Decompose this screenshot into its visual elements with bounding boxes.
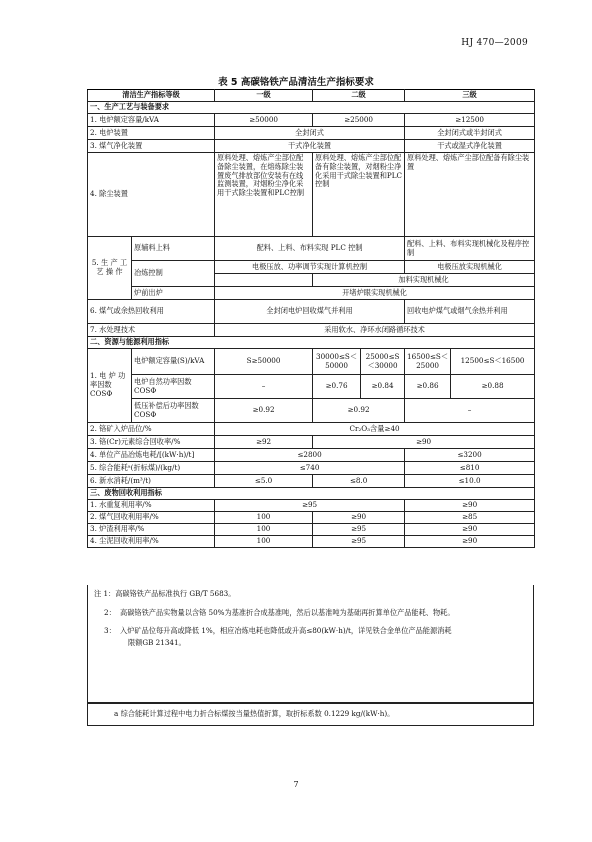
header-indicator: 清洁生产指标等级 [88,90,215,102]
sub-label: 冶炼控制 [132,261,215,287]
table-row [88,127,535,140]
table-row [88,375,535,399]
row-label: 1. 电 炉 功率因数COSΦ [88,349,132,423]
table-row [88,114,535,127]
row-label: 6. 新水消耗/(m³/t) [88,475,215,488]
cell-level123: 采用软水、净环水闭路循环技术 [215,324,535,337]
sub-label: 原辅料上料 [132,237,215,261]
section-row [88,337,535,349]
cell-level1: 100 [215,536,313,548]
table-title: 表 5 高碳铬铁产品清洁生产指标要求 [218,77,374,88]
cell-level3: ≥90 [405,524,535,536]
table-row [88,349,535,375]
table-row [88,287,535,300]
table-row [88,536,535,548]
table-row [88,237,535,261]
cell-level3: 干式或湿式净化装置 [405,140,535,153]
row-label: 6. 煤气或余热回收利用 [88,300,215,324]
table-row [88,140,535,153]
cell-level1: ≤5.0 [215,475,313,488]
cell-level2b: ≥0.84 [361,375,405,399]
note-3-continued: 限额GB 21341。 [128,638,186,648]
row-label: 3. 铬(Cr)元素综合回收率/% [88,436,215,449]
cell-level2: 原料处理、熔炼产尘部位配备有除尘装置，对烟粉尘净化采用干式除尘装置和PLC控制 [313,153,405,237]
section-row [88,488,535,500]
cell-level1: ≥50000 [215,114,313,127]
table-row [88,449,535,462]
note-2-number: 2： [104,607,116,617]
indicator-table [87,89,535,548]
cell-level3a: ≥0.86 [405,375,451,399]
cell-level3: ≤3200 [405,449,535,462]
table-row [88,153,535,237]
table-row [88,512,535,524]
row-label: 1. 水重复利用率/% [88,500,215,512]
cell-level3: ≥85 [405,512,535,524]
table-row [88,462,535,475]
sub-label: 低压补偿后功率因数COSΦ [132,399,215,423]
cell-level2: ≥95 [313,524,405,536]
row-label: 3. 煤气净化装置 [88,140,215,153]
table-row [88,436,535,449]
row-label: 4. 尘泥回收利用率/% [88,536,215,548]
cell-level2b: 25000≤S＜30000 [361,349,405,375]
row-label: 3. 炉渣利用率/% [88,524,215,536]
section-title-2: 二、资源与能源利用指标 [88,337,535,349]
note-1: 注 1：高碳铬铁产品标准执行 GB/T 5683。 [94,589,236,598]
cell-level1: ≥0.92 [215,399,313,423]
row-label: 4. 除尘装置 [88,153,215,237]
table-row [88,475,535,488]
cell-level12: 电极压放、功率调节实现计算机控制 [215,261,405,274]
row-label: 2. 铬矿入炉品位/% [88,423,215,436]
header-row [88,90,535,102]
note-2 [94,608,527,618]
note-3-text: 入炉矿品位每升高或降低 1%，相应冶炼电耗也降低或升高≤80(kW·h)/t，详见铁合金单位产品能源消耗 [120,626,452,636]
sub-label: 电炉自然功率因数COSΦ [132,375,215,399]
table-row [88,324,535,337]
footnote: a 综合能耗计算过程中电力折合标煤按当量热值折算，取折标系数 0.1229 kg/(kW·h)。 [87,703,534,726]
cell-level123: Cr₂O₃含量≥40 [215,423,535,436]
sub-label: 炉前出炉 [132,287,215,300]
cell-level3: ≤810 [405,462,535,475]
cell-level1: 100 [215,524,313,536]
section-title-3: 三、废物回收利用指标 [88,488,535,500]
header-level1: 一级 [215,90,313,102]
header-level3: 三级 [405,90,535,102]
table-row [88,423,535,436]
cell-level2a: 30000≤S＜50000 [313,349,361,375]
row-label: 2. 电炉装置 [88,127,215,140]
cell-level3b: ≥0.88 [451,375,535,399]
note-2-text: 高碳铬铁产品实物量以含铬 50%为基准折合成基准吨，然后以基准吨为基础再折算单位产品能耗、物耗。 [120,607,455,617]
note-3-number: 3： [104,626,116,636]
cell-level1: S≥50000 [215,349,313,375]
cell-level2: ≥0.92 [313,399,405,423]
note-3 [94,626,527,636]
cell-level12: ≤740 [215,462,405,475]
table-row [88,399,535,423]
cell-level23: 加料实现机械化 [313,274,535,287]
cell-level3: 电极压放实现机械化 [405,261,535,274]
cell-level3: 回收电炉煤气或烟气余热并利用 [405,300,535,324]
cell-level3: 原料处理、熔炼产尘部位配备有除尘装置 [405,153,535,237]
section-row [88,102,535,114]
cell-empty [215,274,313,287]
row-label: 7. 水处理技术 [88,324,215,337]
cell-level3b: 12500≤S＜16500 [451,349,535,375]
sub-label: 电炉额定容量(S)/kVA [132,349,215,375]
cell-level2: ≥90 [313,512,405,524]
row-label: 5. 生 产 工 艺 操 作 [88,237,132,300]
cell-level12: 干式净化装置 [215,140,405,153]
cell-level12: ≥95 [215,500,405,512]
cell-level1: 100 [215,512,313,524]
cell-level2: ≥95 [313,536,405,548]
cell-level12: 配料、上料、布料实现 PLC 控制 [215,237,405,261]
table-row [88,300,535,324]
page-number: 7 [293,780,299,789]
cell-level2: ≤8.0 [313,475,405,488]
cell-level3a: 16500≤S＜25000 [405,349,451,375]
cell-level1: 原料处理、熔炼产尘部位配备除尘装置，在熔炼除尘装置废气排放部位安装有在线监测装置，对烟粉尘净化采用干式除尘装置和PLC控制 [215,153,313,237]
row-label: 1. 电炉额定容量/kVA [88,114,215,127]
cell-level3: 配料、上料、布料实现机械化及程序控制 [405,237,535,261]
row-label: 2. 煤气回收利用率/% [88,512,215,524]
cell-level3: ≥12500 [405,114,535,127]
cell-level3: ≥90 [405,536,535,548]
table-row [88,261,535,274]
cell-level1: ≥92 [215,436,313,449]
section-title-1: 一、生产工艺与装备要求 [88,102,535,114]
table-row [88,500,535,512]
cell-level23: ≥90 [313,436,535,449]
cell-level12: ≤2800 [215,449,405,462]
cell-level12: 全封闭式 [215,127,405,140]
cell-level3: 全封闭式或半封闭式 [405,127,535,140]
header-level2: 二级 [313,90,405,102]
cell-level123: 开堵炉眼实现机械化 [215,287,535,300]
row-label: 4. 单位产品冶炼电耗/[(kW·h)/t] [88,449,215,462]
row-label: 5. 综合能耗ᵃ(折标煤)/(kg/t) [88,462,215,475]
cell-level3: – [405,399,535,423]
table-row [88,524,535,536]
cell-level2: ≥25000 [313,114,405,127]
notes-box [87,585,534,703]
cell-level2a: ≥0.76 [313,375,361,399]
cell-level1: – [215,375,313,399]
cell-level3: ≤10.0 [405,475,535,488]
cell-level3: ≥90 [405,500,535,512]
cell-level12: 全封闭电炉回收煤气并利用 [215,300,405,324]
standard-code: HJ 470—2009 [461,38,528,48]
